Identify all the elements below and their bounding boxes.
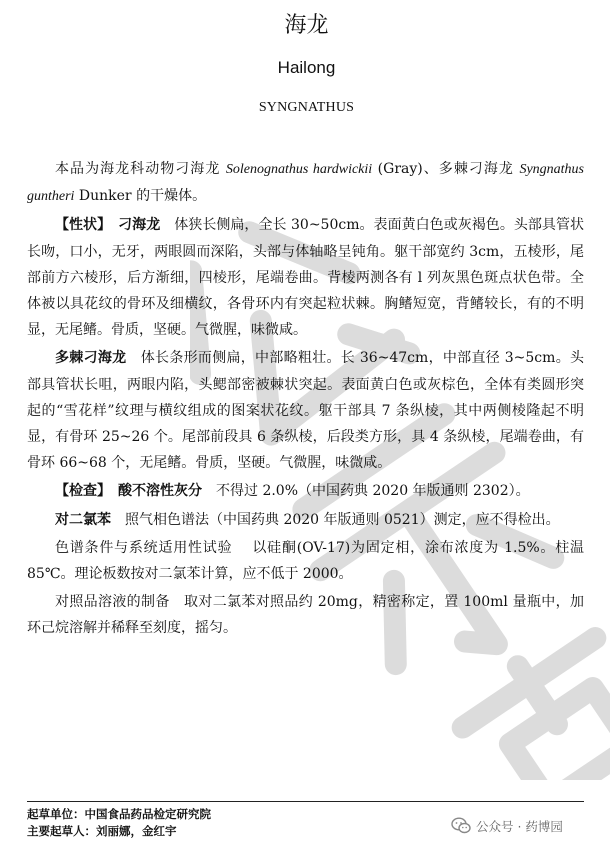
- wechat-account-badge: [451, 815, 563, 837]
- characters-text-2: 体长条形而侧扁，中部略粗壮。长 36~47cm，中部直径 3~5cm。头部具管状长咀，两眼内陷，头鳃部密被棘状突起。表面黄白色或灰棕色，全体有类圆形突起的“雪花样”纹理与横纹组成的图案状花纹。躯干部具 7 条纵棱，其中两侧棱隆起不明显，有骨环 25~26 个。尾部前段具 6 条纵棱，后段类方形，具 4 条纵棱，尾端卷曲，有骨环 66~68 个，无尾鳍。骨质，坚硬。气微腥，味微咸。: [27, 350, 585, 472]
- test-label-acid-insoluble-ash: 酸不溶性灰分: [118, 483, 202, 500]
- characters-text-1: 体狭长侧扁，全长 30~50cm。表面黄白色或灰褐色。头部具管状长吻，口小，无牙，两眼圆而深陷，头部与体轴略呈钝角。躯干部宽约 3cm，五棱形，尾部前方六棱形，后方渐细，四棱形，尾端卷曲。背棱两测各有 l 列灰黑色斑点状色带。全体被以具花纹的骨环及细横纹，各骨环内有突起粒状棘。胸鳍短宽，背鳍较长，有的不明显，无尾鳍。骨质，坚硬。气微腥，味微咸。: [27, 217, 584, 339]
- section-heading-characters: 【性状】: [55, 217, 105, 234]
- intro-text: (Gray)、多棘刁海龙: [372, 161, 520, 177]
- characters-paragraph-1: [27, 212, 584, 343]
- intro-paragraph: [27, 156, 584, 210]
- inspection-paragraph-2: [27, 507, 584, 533]
- species-label-1: 刁海龙: [118, 217, 161, 234]
- inspection-paragraph-1: [27, 478, 584, 504]
- test-text-acid-insoluble-ash: 不得过 2.0%（中国药典 2020 年版通则 2302）。: [216, 483, 530, 500]
- section-heading-inspection: 【检查】: [55, 483, 104, 500]
- document-title-latin: SYNGNATHUS: [258, 100, 355, 115]
- intro-text: 本品为海龙科动物刁海龙: [55, 161, 226, 177]
- test-label-dichlorobenzene: 对二氯苯: [55, 511, 111, 528]
- wechat-account-name: 公众号 · 药博园: [476, 819, 563, 834]
- document-title: 海龙: [284, 13, 329, 38]
- monograph-body: [27, 156, 584, 642]
- drafters: 主要起草人：刘丽娜，金红宇: [27, 824, 177, 838]
- drafting-unit: 起草单位：中国食品药品检定研究院: [27, 807, 211, 821]
- footer: [27, 806, 211, 840]
- characters-paragraph-2: [27, 345, 584, 476]
- footer-divider: [27, 801, 584, 802]
- chromatography-conditions-paragraph: 色谱条件与系统适用性试验 以硅酮(OV-17)为固定相，涂布浓度为 1.5%。柱温 85℃。理论板数按对二氯苯计算，应不低于 2000。: [27, 539, 584, 583]
- test-text-dichlorobenzene: 照气相色谱法（中国药典 2020 年版通则 0521）测定，应不得检出。: [125, 511, 560, 528]
- wechat-icon: [451, 817, 471, 835]
- species-label-2: 多棘刁海龙: [55, 350, 127, 367]
- species-name-1: Solenognathus hardwickii: [225, 162, 373, 177]
- intro-text: Dunker 的干燥体。: [74, 188, 207, 205]
- reference-solution-paragraph: 对照品溶液的制备 取对二氯苯对照品约 20mg，精密称定，置 100ml 量瓶中，加环己烷溶解并稀释至刻度，摇匀。: [27, 594, 584, 637]
- species-name-2: Syngnathus guntheri: [27, 162, 584, 205]
- document-title-pinyin: Hailong: [277, 58, 336, 77]
